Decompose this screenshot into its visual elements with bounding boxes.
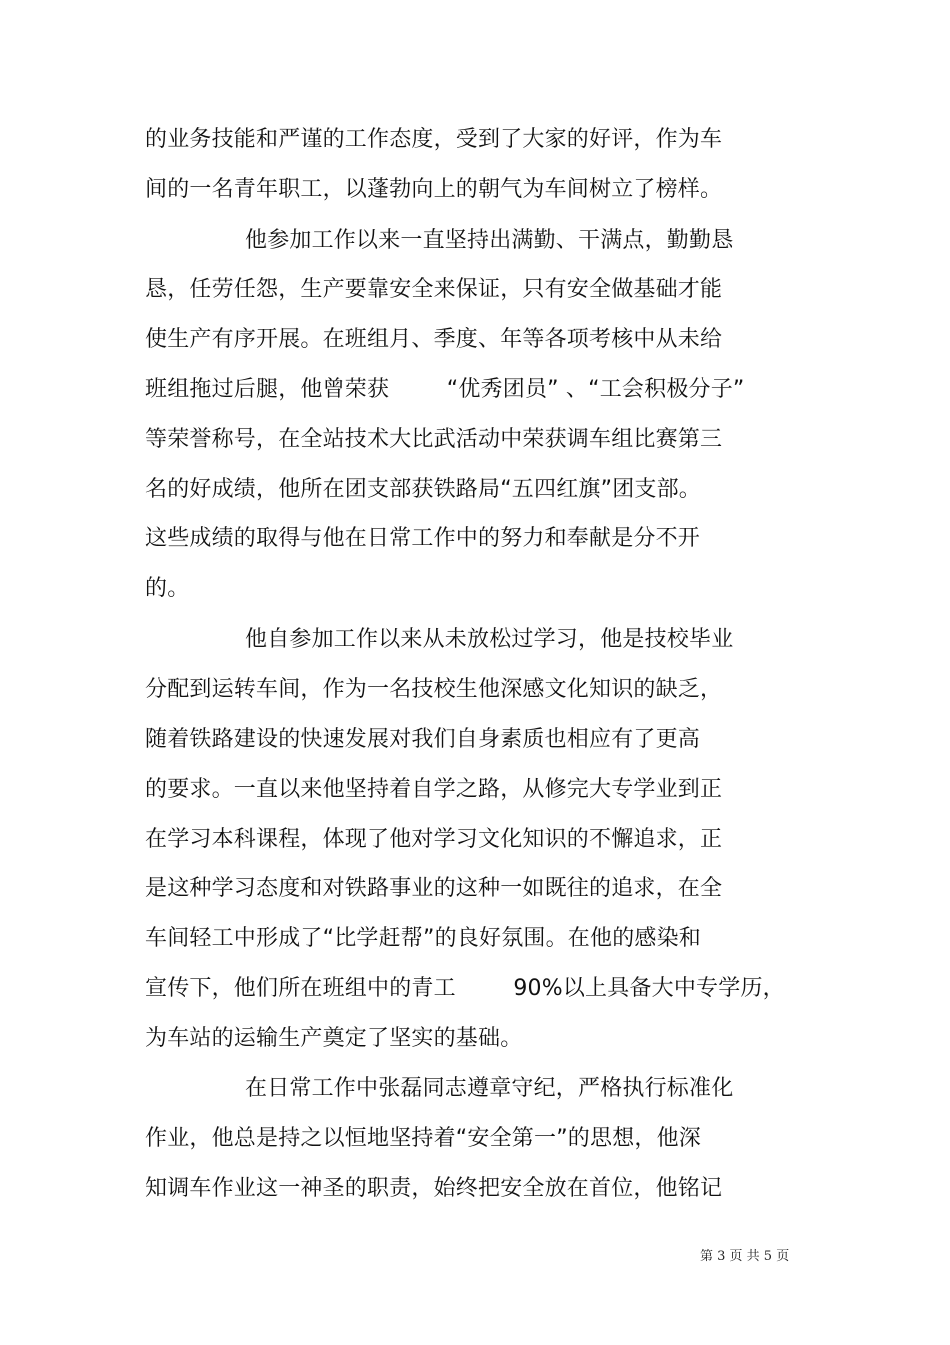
text-line: 分配到运转车间，作为一名技校生他深感文化知识的缺乏， xyxy=(145,677,723,702)
text-line: 间的一名青年职工，以蓬勃向上的朝气为车间树立了榜样。 xyxy=(145,177,723,202)
text-line: 的。 xyxy=(145,576,190,601)
text-line: 的业务技能和严谨的工作态度，受到了大家的好评，作为车 xyxy=(145,127,723,152)
paragraph-start-line: 在日常工作中张磊同志遵章守纪，严格执行标准化 xyxy=(245,1076,734,1101)
text-line: 车间轻工中形成了“比学赶帮”的良好氛围。在他的感染和 xyxy=(145,926,701,951)
text-line: 作业，他总是持之以恒地坚持着“安全第一”的思想，他深 xyxy=(145,1126,701,1151)
text-line: 为车站的运输生产奠定了坚实的基础。 xyxy=(145,1026,523,1051)
text-line: 使生产有序开展。在班组月、季度、年等各项考核中从未给 xyxy=(145,327,723,352)
page-number-footer: 第 3 页 共 5 页 xyxy=(700,1249,790,1264)
text-line: 等荣誉称号，在全站技术大比武活动中荣获调车组比赛第三 xyxy=(145,427,723,452)
text-line: 名的好成绩，他所在团支部获铁路局“五四红旗”团支部。 xyxy=(145,477,701,502)
text-line: 这些成绩的取得与他在日常工作中的努力和奉献是分不开 xyxy=(145,526,701,551)
text-line: 的要求。一直以来他坚持着自学之路，从修完大专学业到正 xyxy=(145,777,723,802)
paragraph-start-line: 他自参加工作以来从未放松过学习，他是技校毕业 xyxy=(245,627,734,652)
text-line: 随着铁路建设的快速发展对我们自身素质也相应有了更高 xyxy=(145,727,701,752)
text-line: 是这种学习态度和对铁路事业的这种一如既往的追求，在全 xyxy=(145,876,723,901)
text-line: 知调车作业这一神圣的职责，始终把安全放在首位，他铭记 xyxy=(145,1176,723,1201)
text-line: 恳，任劳任怨，生产要靠安全来保证，只有安全做基础才能 xyxy=(145,277,723,302)
text-line: 班组拖过后腿，他曾荣获 “优秀团员” 、“工会积极分子” xyxy=(145,377,745,402)
text-line: 宣传下，他们所在班组中的青工 90%以上具备大中专学历， xyxy=(145,976,785,1001)
text-line: 在学习本科课程，体现了他对学习文化知识的不懈追求，正 xyxy=(145,827,723,852)
paragraph-start-line: 他参加工作以来一直坚持出满勤、干满点，勤勤恳 xyxy=(245,228,734,253)
